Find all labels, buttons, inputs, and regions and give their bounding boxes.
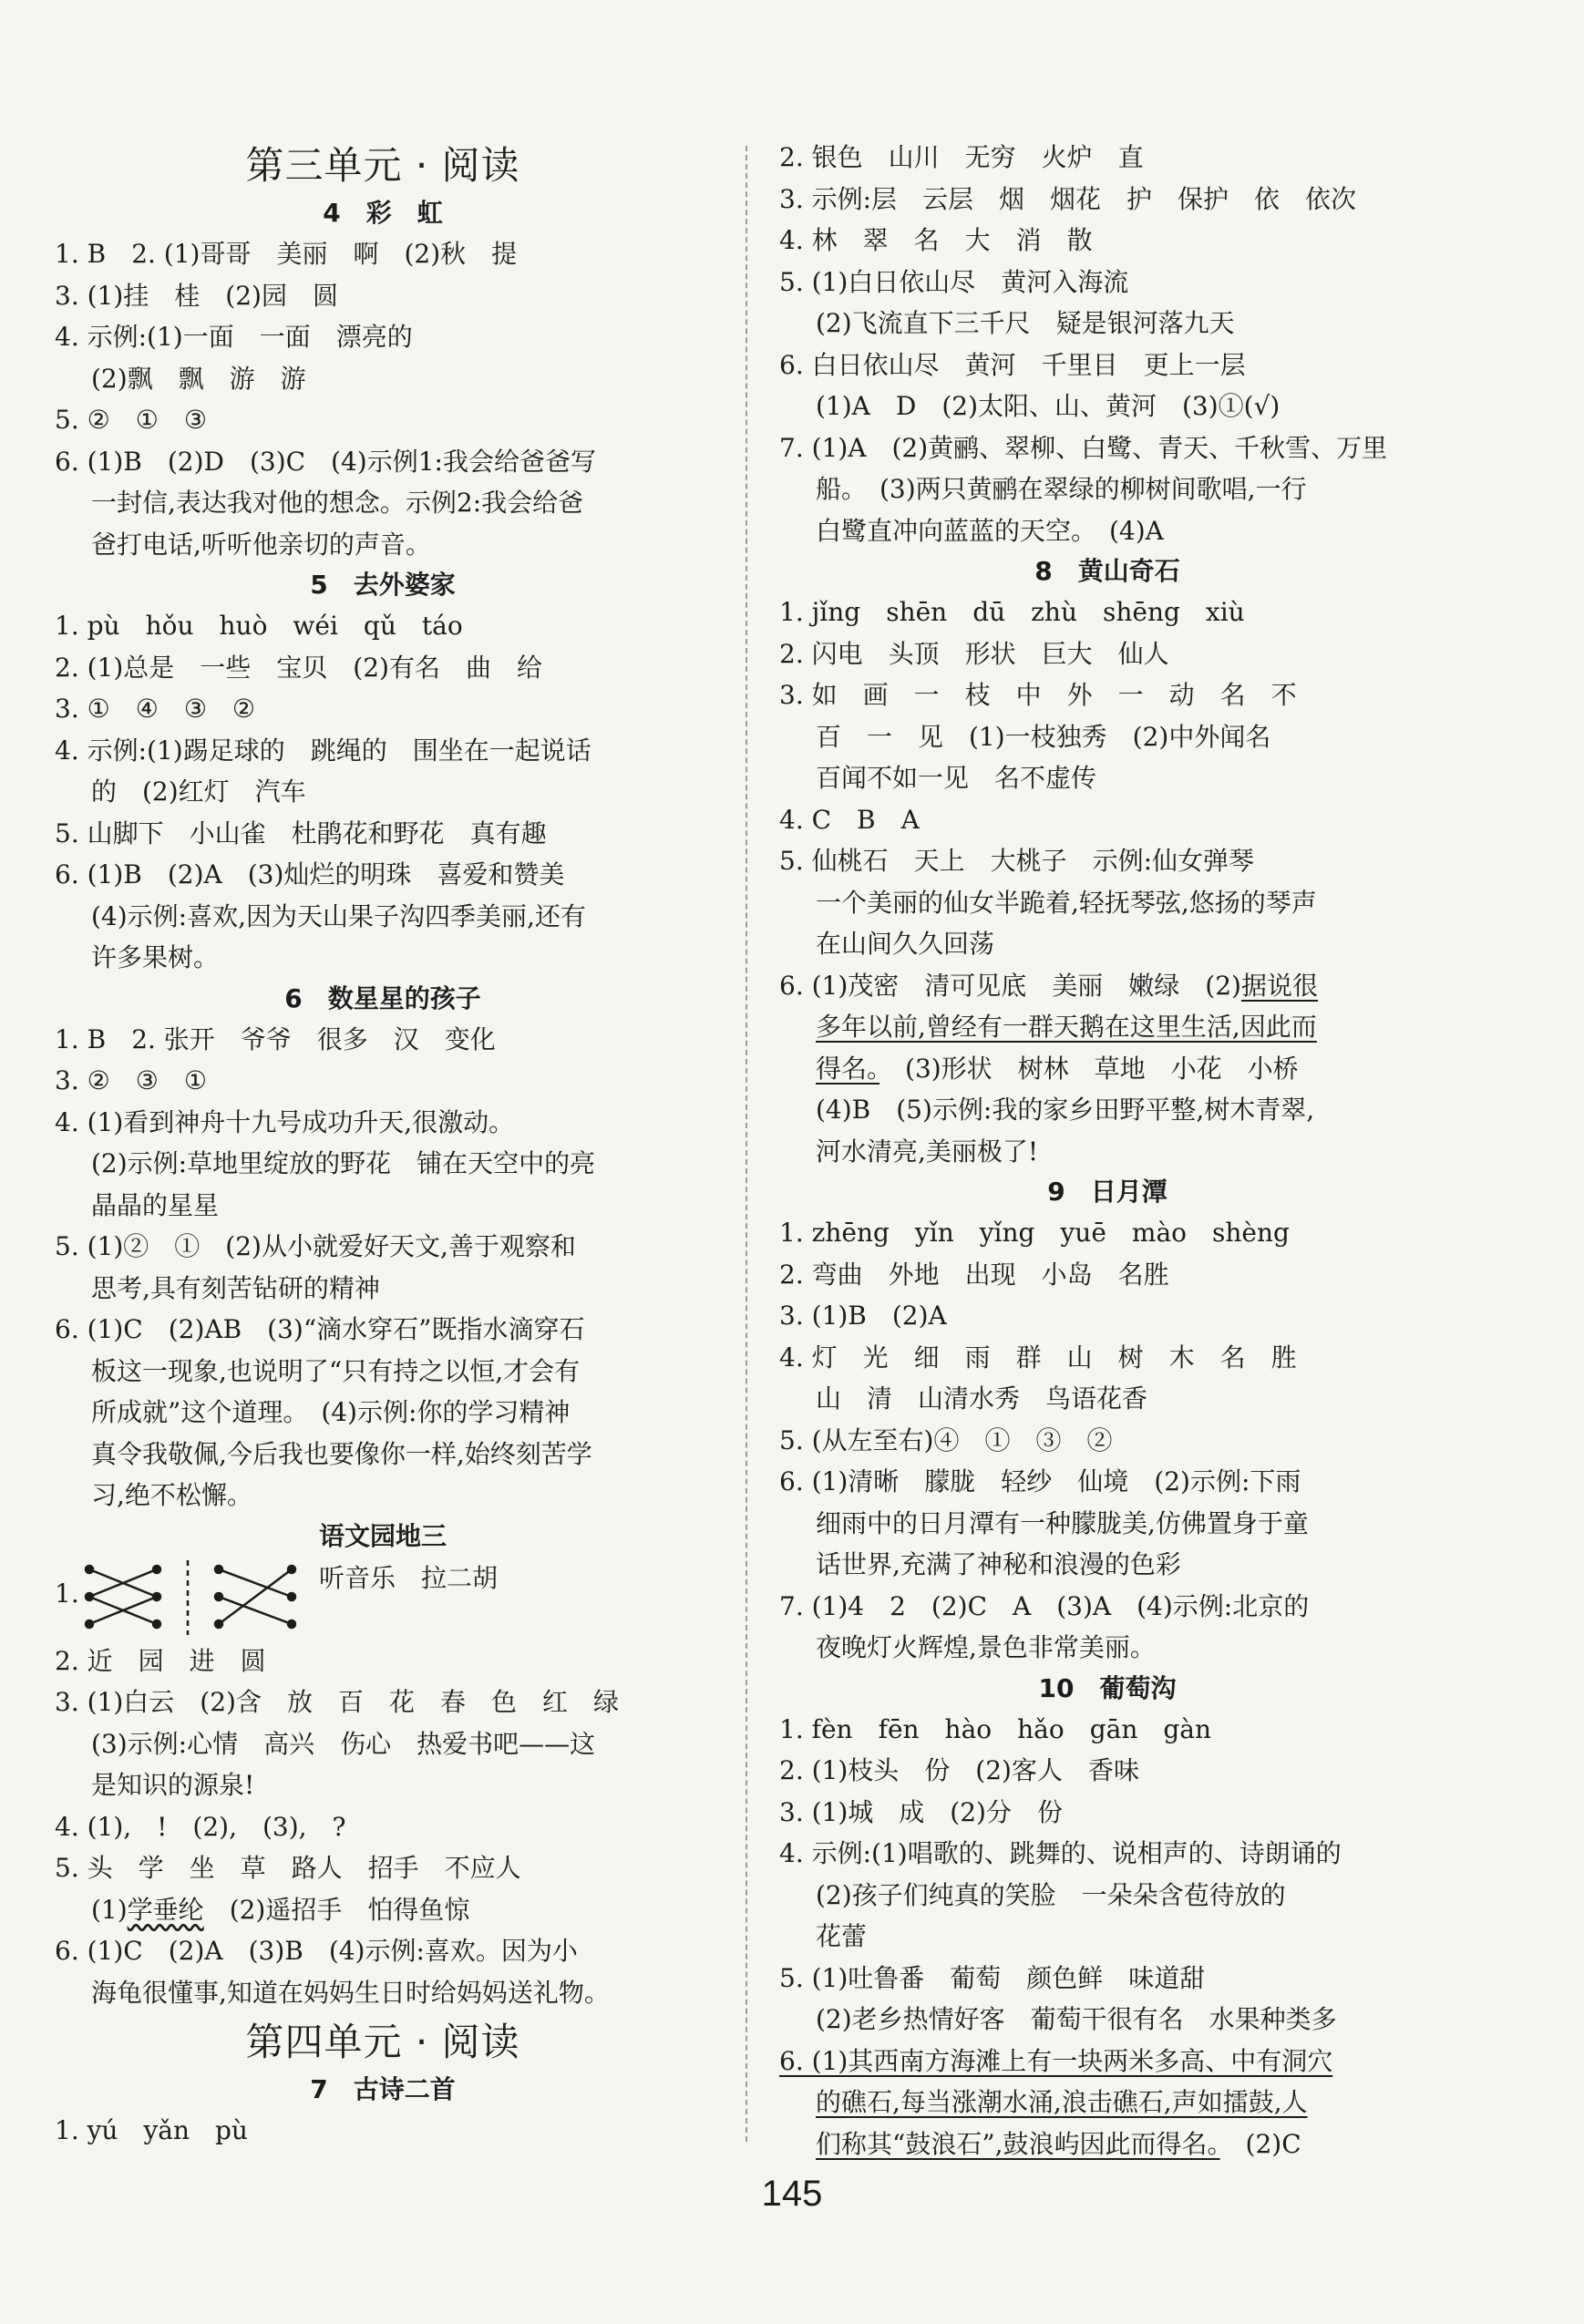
answer-line: 百闻不如一见 名不虚传 [816, 763, 1097, 793]
answer-line: 5. 仙桃石 天上 大桃子 示例:仙女弹琴 [779, 846, 1255, 876]
answer-line: 晶晶的星星 [91, 1189, 220, 1220]
answer-line: 许多果树。 [91, 942, 220, 972]
match-answer-text: 听音乐 拉二胡 [319, 1562, 499, 1593]
answer-line: 板这一现象,也说明了“只有持之以恒,才会有 [91, 1355, 581, 1386]
left-column [55, 137, 711, 2152]
answer-line: 1. B 2. (1)哥哥 美丽 啊 (2)秋 提 [55, 239, 518, 269]
answer-line: 4. 示例:(1)一面 一面 漂亮的 [55, 322, 413, 352]
answer-line: 4. C B A [779, 804, 920, 835]
answer-line: 5. (1)白日依山尽 黄河入海流 [779, 266, 1129, 297]
answer-segment: 6. (1)茂密 清可见底 美丽 嫩绿 (2) [779, 970, 1241, 1001]
answer-line: 1. jǐng shēn dū zhù shēng xiù [779, 597, 1245, 627]
answer-line: 3. (1)B (2)A [779, 1301, 947, 1331]
answer-line: 3. (1)城 成 (2)分 份 [779, 1796, 1063, 1827]
lesson4-title: 4 彩 虹 [323, 198, 443, 228]
lesson8-title: 8 黄山奇石 [1034, 556, 1180, 586]
answer-line: 6. (1)B (2)D (3)C (4)示例1:我会给爸爸写 [55, 446, 596, 477]
answer-line: 3. ① ④ ③ ② [55, 694, 256, 724]
underlined-answer: 们称其“鼓浪石”,鼓浪屿因此而得名。 [816, 2128, 1220, 2159]
answer-line: 的 (2)红灯 汽车 [91, 776, 306, 807]
underlined-answer: 多年以前,曾经有一群天鹅在这里生活,因此而 [816, 1012, 1317, 1042]
answer-line: 3. 如 画 一 枝 中 外 一 动 名 不 [779, 680, 1297, 710]
answer-line: 白鹭直冲向蓝蓝的天空。 (4)A [816, 515, 1164, 546]
answer-line [779, 1006, 1435, 1048]
answer-line: 1. B 2. 张开 爷爷 很多 汉 变化 [55, 1023, 496, 1054]
answer-line: 5. 山脚下 小山雀 杜鹃花和野花 真有趣 [55, 818, 547, 848]
answer-line: (4)B (5)示例:我的家乡田野平整,树木青翠, [816, 1095, 1315, 1125]
answer-line: 4. 示例:(1)踢足球的 跳绳的 围坐在一起说话 [55, 735, 591, 766]
answer-line: 花蕾 [816, 1921, 868, 1951]
column-divider [746, 146, 747, 2142]
answer-line: 1. fèn fēn hào hǎo gān gàn [779, 1713, 1212, 1744]
answer-line: (2)孩子们纯真的笑脸 一朵朵含苞待放的 [816, 1879, 1286, 1910]
lesson6-title: 6 数星星的孩子 [284, 982, 481, 1013]
answer-line: 3. (1)挂 桂 (2)园 圆 [55, 280, 338, 311]
answer-line [779, 965, 1435, 1007]
lesson9-title: 9 日月潭 [1047, 1177, 1167, 1207]
unit4-title: 第四单元 · 阅读 [245, 2020, 520, 2064]
underlined-answer: 据说很 [1240, 970, 1318, 1001]
answer-line: 6. (1)C (2)AB (3)“滴水穿石”既指水滴穿石 [55, 1314, 585, 1344]
answer-line: (3)示例:心情 高兴 伤心 热爱书吧——这 [91, 1728, 596, 1759]
answer-line: 2. 弯曲 外地 出现 小岛 名胜 [779, 1259, 1169, 1290]
answer-line: 夜晚灯火辉煌,景色非常美丽。 [816, 1632, 1156, 1662]
answer-line: 5. ② ① ③ [55, 405, 207, 435]
answer-line: 百 一 见 (1)一枝独秀 (2)中外闻名 [816, 721, 1271, 752]
answer-line: 2. (1)总是 一些 宝贝 (2)有名 曲 给 [55, 652, 542, 683]
underlined-answer: 6. (1)其西南方海滩上有一块两米多高、中有洞穴 [779, 2045, 1333, 2076]
answer-line: 5. (从左至右)④ ① ③ ② [779, 1424, 1113, 1455]
answer-line: 6. (1)清晰 朦胧 轻纱 仙境 (2)示例:下雨 [779, 1466, 1301, 1496]
unit3-title: 第三单元 · 阅读 [245, 143, 520, 188]
answer-line: 5. (1)② ① (2)从小就爱好天文,善于观察和 [55, 1231, 576, 1261]
answer-line: 1. pù hǒu huò wéi qǔ táo [55, 611, 463, 641]
answer-line: 4. (1)看到神舟十九号成功升天,很激动。 [55, 1106, 515, 1137]
answer-line: 1. yú yǎn pù [55, 2115, 248, 2145]
answer-line: 所成就”这个道理。 (4)示例:你的学习精神 [91, 1397, 571, 1427]
lesson5-title: 5 去外婆家 [310, 570, 456, 600]
answer-line: 4. 示例:(1)唱歌的、跳舞的、说相声的、诗朗诵的 [779, 1838, 1342, 1868]
answer-line: 在山间久久回荡 [816, 929, 995, 959]
answer-line: 习,绝不松懈。 [91, 1480, 252, 1510]
answer-line: (2)飘 飘 游 游 [91, 363, 306, 394]
answer-line: (4)示例:喜欢,因为天山果子沟四季美丽,还有 [91, 900, 586, 931]
lesson10-title: 10 葡萄沟 [1038, 1672, 1177, 1703]
answer-line: (1)A D (2)太阳、山、黄河 (3)①(√) [816, 391, 1281, 421]
page-number: 145 [761, 2174, 823, 2214]
answer-line: 7. (1)4 2 (2)C A (3)A (4)示例:北京的 [779, 1590, 1310, 1621]
matching-exercise [55, 1557, 711, 1640]
matching-lines-diagram [82, 1557, 301, 1637]
answer-line: 是知识的源泉! [91, 1770, 255, 1800]
answer-line [55, 1889, 711, 1931]
underlined-answer: 得名。 [816, 1053, 880, 1084]
answer-line: 2. 闪电 头顶 形状 巨大 仙人 [779, 638, 1169, 669]
answer-line [779, 2123, 1435, 2165]
answer-line: 2. 近 园 进 圆 [55, 1645, 266, 1676]
answer-line: (2)示例:草地里绽放的野花 铺在天空中的亮 [91, 1148, 596, 1178]
answer-line: 4. 灯 光 细 雨 群 山 树 木 名 胜 [779, 1342, 1297, 1373]
answer-line [779, 2041, 1435, 2082]
answer-line: (2)老乡热情好客 葡萄干很有名 水果种类多 [816, 2004, 1337, 2034]
answer-line: 6. 白日依山尽 黄河 千里目 更上一层 [779, 349, 1246, 380]
answer-line: 爸打电话,听听他亲切的声音。 [91, 529, 431, 560]
answer-segment: (2)遥招手 怕得鱼惊 [203, 1894, 470, 1925]
answer-line: 一封信,表达我对他的想念。示例2:我会给爸 [91, 488, 584, 518]
answer-line: 6. (1)C (2)A (3)B (4)示例:喜欢。因为小 [55, 1936, 578, 1966]
underlined-answer: 的礁石,每当涨潮水涌,浪击礁石,声如擂鼓,人 [816, 2087, 1308, 2117]
answer-line: 船。 (3)两只黄鹂在翠绿的柳树间歌唱,一行 [816, 474, 1307, 504]
answer-line: 6. (1)B (2)A (3)灿烂的明珠 喜爱和赞美 [55, 859, 565, 889]
lesson7-title: 7 古诗二首 [310, 2074, 456, 2104]
answer-line: 5. 头 学 坐 草 路人 招手 不应人 [55, 1853, 521, 1883]
answer-segment: (2)C [1219, 2128, 1301, 2159]
answer-line: (2)飞流直下三千尺 疑是银河落九天 [816, 308, 1235, 338]
answer-line [779, 2082, 1435, 2123]
answer-line: 山 清 山清水秀 鸟语花香 [816, 1383, 1148, 1414]
answer-line: 海龟很懂事,知道在妈妈生日时给妈妈送礼物。 [91, 1977, 610, 2008]
answer-line: 细雨中的日月潭有一种朦胧美,仿佛置身于童 [816, 1507, 1309, 1538]
answer-line: 3. 示例:层 云层 烟 烟花 护 保护 依 依次 [779, 183, 1357, 214]
answer-line: 思考,具有刻苦钻研的精神 [91, 1272, 380, 1303]
wavy-underlined-answer: 学垂纶 [127, 1894, 204, 1925]
answer-line: 3. (1)白云 (2)含 放 百 花 春 色 红 绿 [55, 1687, 619, 1717]
answer-line: 2. 银色 山川 无穷 火炉 直 [779, 142, 1144, 172]
answer-line: 一个美丽的仙女半跪着,轻抚琴弦,悠扬的琴声 [816, 887, 1317, 918]
answer-line: 7. (1)A (2)黄鹂、翠柳、白鹭、青天、千秋雪、万里 [779, 432, 1388, 463]
match-number: 1. [55, 1578, 79, 1609]
answer-line [779, 1048, 1435, 1090]
answer-line: 3. ② ③ ① [55, 1065, 207, 1095]
right-column [779, 137, 1435, 2165]
answer-line: 真令我敬佩,今后我也要像你一样,始终刻苦学 [91, 1438, 592, 1469]
answer-line: 4. 林 翠 名 大 消 散 [779, 225, 1093, 255]
answer-line: 4. (1), ! (2), (3), ? [55, 1811, 346, 1842]
answer-line: 1. zhēng yǐn yǐng yuē mào shèng [779, 1218, 1290, 1248]
answer-line: 2. (1)枝头 份 (2)客人 香味 [779, 1755, 1139, 1785]
answer-line: 话世界,充满了神秘和浪漫的色彩 [816, 1549, 1181, 1579]
answer-line: 河水清亮,美丽极了! [816, 1136, 1039, 1167]
answer-segment: (1) [91, 1894, 128, 1925]
yuwen-yuandi-title: 语文园地三 [318, 1520, 447, 1551]
answer-line: 5. (1)吐鲁番 葡萄 颜色鲜 味道甜 [779, 1962, 1206, 1993]
answer-segment: (3)形状 树林 草地 小花 小桥 [879, 1053, 1299, 1084]
